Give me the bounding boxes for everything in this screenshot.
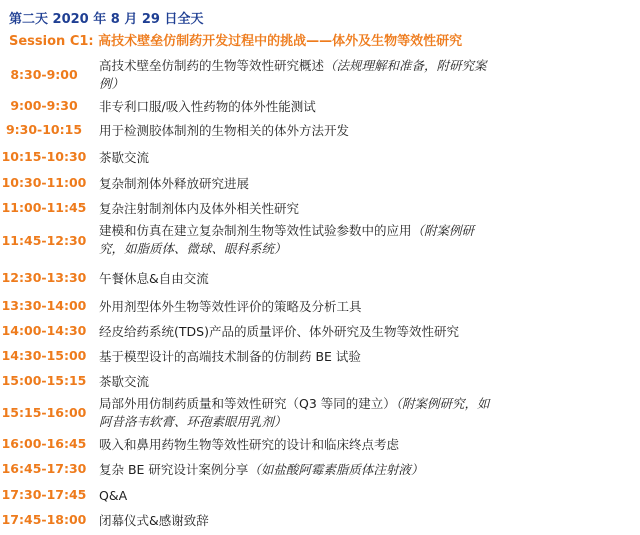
agenda-topic-text: 外用剂型体外生物等效性评价的策略及分析工具	[99, 299, 362, 314]
agenda-topic-text: 吸入和鼻用药物生物等效性研究的设计和临床终点考虑	[99, 437, 400, 452]
agenda-topic-text: 高技术壁垒仿制药的生物等效性研究概述	[99, 58, 325, 73]
agenda-topic-text: 基于模型设计的高端技术制备的仿制药 BE 试验	[99, 349, 361, 364]
agenda-topic-text: 建模和仿真在建立复杂制剂生物等效性试验参数中的应用	[99, 223, 412, 238]
agenda-topic	[99, 149, 499, 167]
agenda-time: 11:45-12:30	[1, 233, 87, 248]
agenda-topic	[99, 512, 499, 530]
agenda-time: 9:30-10:15	[5, 122, 83, 137]
agenda-topic	[99, 298, 499, 316]
agenda-time: 9:00-9:30	[10, 98, 78, 113]
agenda-topic	[99, 222, 499, 258]
agenda-time: 11:00-11:45	[1, 200, 87, 215]
agenda-topic	[99, 122, 499, 140]
agenda-note: （附案例研究，如脂质体、微球、眼科系统）	[99, 223, 475, 256]
day-title: 第二天 2020 年 8 月 29 日全天	[9, 12, 204, 27]
agenda-time: 15:15-16:00	[1, 405, 87, 420]
agenda-topic-text: 非专利口服/吸入性药物的体外性能测试	[99, 99, 316, 114]
agenda-topic-text: 复杂制剂体外释放研究进展	[99, 176, 250, 191]
agenda-time: 14:30-15:00	[1, 348, 87, 363]
agenda-note: （附案例研究，如阿昔洛韦软膏、环孢素眼用乳剂）	[99, 396, 490, 429]
agenda-topic	[99, 175, 499, 193]
agenda-time: 16:45-17:30	[1, 461, 87, 476]
agenda-topic	[99, 348, 499, 366]
agenda-time: 16:00-16:45	[1, 436, 87, 451]
agenda-time: 17:30-17:45	[1, 487, 87, 502]
agenda-topic	[99, 436, 499, 454]
agenda-time: 10:15-10:30	[1, 149, 87, 164]
agenda-topic-text: 经皮给药系统(TDS)产品的质量评价、体外研究及生物等效性研究	[99, 324, 459, 339]
agenda-note: （法规理解和准备，附研究案例）	[99, 58, 487, 91]
agenda-topic-text: 局部外用仿制药质量和等效性研究（Q3 等同的建立）	[99, 396, 396, 411]
agenda-topic	[99, 200, 499, 218]
agenda-topic	[99, 323, 499, 341]
agenda-topic-text: Q&A	[99, 488, 128, 503]
agenda-topic	[99, 487, 499, 505]
agenda-topic-text: 午餐休息&自由交流	[99, 271, 209, 286]
agenda-topic-text: 茶歇交流	[99, 150, 150, 165]
agenda-topic	[99, 57, 499, 93]
agenda-time: 15:00-15:15	[1, 373, 87, 388]
agenda-topic	[99, 270, 499, 288]
agenda-time: 17:45-18:00	[1, 512, 87, 527]
agenda-topic-text: 茶歇交流	[99, 374, 150, 389]
agenda-time: 13:30-14:00	[1, 298, 87, 313]
agenda-time: 14:00-14:30	[1, 323, 87, 338]
agenda-topic-text: 复杂 BE 研究设计案例分享	[99, 462, 249, 477]
agenda-topic	[99, 395, 499, 431]
agenda-topic-text: 用于检测胶体制剂的生物相关的体外方法开发	[99, 123, 350, 138]
agenda-topic	[99, 98, 499, 116]
agenda-topic	[99, 461, 499, 479]
agenda-time: 10:30-11:00	[1, 175, 87, 190]
agenda-topic	[99, 373, 499, 391]
session-title: Session C1: 高技术壁垒仿制药开发过程中的挑战——体外及生物等效性研究	[9, 34, 463, 49]
agenda-topic-text: 复杂注射制剂体内及体外相关性研究	[99, 201, 300, 216]
agenda-topic-text: 闭幕仪式&感谢致辞	[99, 513, 209, 528]
agenda-time: 8:30-9:00	[10, 67, 78, 82]
agenda-time: 12:30-13:30	[1, 270, 87, 285]
agenda-note: （如盐酸阿霉素脂质体注射液）	[248, 462, 424, 477]
